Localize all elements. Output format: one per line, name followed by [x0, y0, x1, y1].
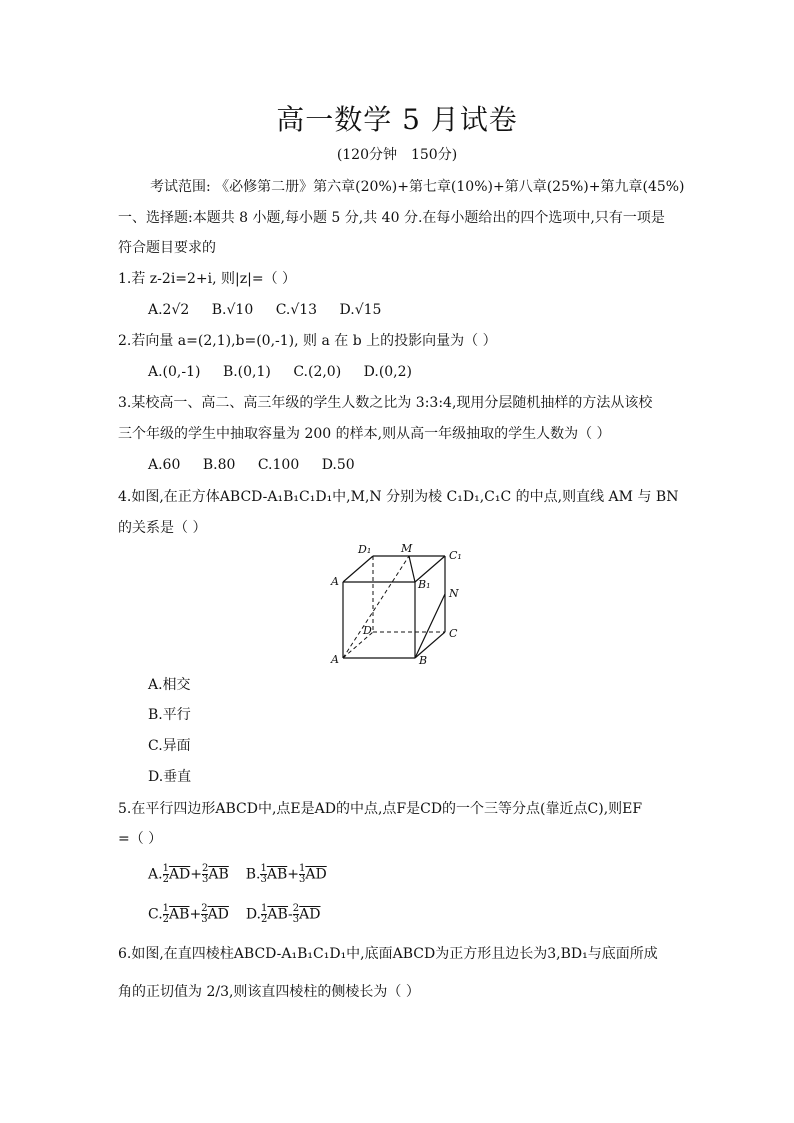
question-6-line2: 角的正切值为 2/3,则该直四棱柱的侧棱长为（ ） — [118, 984, 420, 1000]
label-a: A — [331, 653, 339, 666]
fraction: $\frac{2}{3}$ — [201, 903, 208, 925]
option-b: B.80 — [202, 457, 236, 473]
page-title: 高一数学 5 月试卷 — [276, 103, 518, 136]
operator: + — [190, 866, 203, 883]
question-5-line1: 5.在平行四边形ABCD中,点E是AD的中点,点F是CD的一个三等分点(靠近点C),则EF — [118, 801, 643, 817]
question-5-options-ab — [148, 864, 708, 885]
option-c: C.√13 — [275, 302, 318, 318]
question-3-line1: 3.某校高一、高二、高三年级的学生人数之比为 3:3:4,现用分层随机抽样的方法从该校 — [118, 395, 653, 411]
segment-b-n — [415, 594, 445, 658]
edge-a1-d1 — [343, 556, 373, 582]
question-5-line2: =（ ） — [118, 831, 163, 847]
vector: $\overline{AD}$ — [305, 866, 327, 883]
option-a: A.60 — [148, 457, 181, 473]
section-instructions-line2: 符合题目要求的 — [118, 240, 216, 256]
option-a: A.(0,-1) — [148, 364, 201, 380]
operator: + — [287, 866, 299, 883]
label-n: N — [449, 587, 459, 600]
section-instructions-line1: 一、选择题:本题共 8 小题,每小题 5 分,共 40 分.在每小题给出的四个选项中,只有一项是 — [118, 210, 665, 226]
vector: $\overline{AB}$ — [208, 866, 229, 883]
label-a1: A — [331, 575, 339, 588]
option-d: D.50 — [321, 457, 355, 473]
question-4-option-d: D.垂直 — [148, 769, 192, 785]
exam-scope: 考试范围: 《必修第二册》第六章(20%)+第七章(10%)+第八章(25%)+第九章(45%) — [150, 179, 685, 195]
question-4-option-a: A.相交 — [148, 677, 191, 693]
option-b-label: B. — [245, 866, 261, 883]
segment-m-b1 — [409, 556, 415, 582]
vector: $\overline{AD}$ — [168, 866, 191, 883]
question-5-options-cd — [148, 904, 708, 925]
option-b: B.(0,1) — [222, 364, 271, 380]
label-d: D — [363, 624, 372, 637]
label-b: B — [419, 654, 428, 667]
question-3-line2: 三个年级的学生中抽取容量为 200 的样本,则从高一年级抽取的学生人数为（ ） — [118, 426, 611, 442]
question-6-line1: 6.如图,在直四棱柱ABCD-A₁B₁C₁D₁中,底面ABCD为正方形且边长为3,BD₁与底面所成 — [118, 946, 658, 962]
vector: $\overline{AB}$ — [266, 866, 288, 883]
option-d-label: D. — [245, 906, 261, 923]
question-4-line1: 4.如图,在正方体ABCD-A₁B₁C₁D₁中,M,N 分别为棱 C₁D₁,C₁C 的中点,则直线 AM 与 BN — [118, 489, 679, 505]
label-d1: D₁ — [358, 543, 372, 556]
question-3-options — [148, 455, 708, 475]
operator: + — [189, 906, 202, 923]
label-c: C — [449, 627, 458, 640]
question-2-options — [148, 362, 708, 382]
option-d: D.√15 — [339, 302, 382, 318]
option-d: D.(0,2) — [363, 364, 413, 380]
option-c-label: C. — [148, 906, 163, 923]
option-a: A.2√2 — [148, 302, 190, 318]
vector: $\overline{AB}$ — [169, 906, 190, 923]
fraction: $\frac{1}{3}$ — [298, 863, 306, 885]
option-a-label: A. — [148, 866, 163, 883]
operator: - — [288, 906, 293, 923]
exam-duration-score: (120分钟 150分) — [336, 147, 458, 163]
question-4-line2: 的关系是（ ） — [118, 520, 207, 536]
question-4-option-b: B.平行 — [148, 707, 191, 723]
vector: $\overline{AD}$ — [207, 906, 229, 923]
vector: $\overline{AD}$ — [299, 906, 321, 923]
fraction: $\frac{1}{2}$ — [261, 903, 268, 925]
hidden-segment-a-m — [343, 556, 409, 658]
label-b1: B₁ — [418, 578, 431, 591]
fraction: $\frac{2}{3}$ — [292, 903, 300, 925]
option-b: B.√10 — [211, 302, 254, 318]
label-c1: C₁ — [449, 549, 462, 562]
label-m: M — [401, 542, 413, 555]
question-2-stem: 2.若向量 a=(2,1),b=(0,-1), 则 a 在 b 上的投影向量为（ ） — [118, 333, 497, 349]
option-c: C.100 — [257, 457, 300, 473]
question-1-options — [148, 300, 708, 320]
question-4-option-c: C.异面 — [148, 738, 191, 754]
fraction: $\frac{1}{3}$ — [260, 863, 267, 885]
cube-figure — [325, 540, 475, 670]
fraction: $\frac{1}{2}$ — [162, 903, 170, 925]
question-1-stem: 1.若 z-2i=2+i, 则|z|=（ ） — [118, 271, 297, 287]
option-c: C.(2,0) — [293, 364, 342, 380]
fraction: $\frac{2}{3}$ — [202, 863, 209, 885]
vector: $\overline{AB}$ — [267, 906, 289, 923]
fraction: $\frac{1}{2}$ — [162, 863, 169, 885]
